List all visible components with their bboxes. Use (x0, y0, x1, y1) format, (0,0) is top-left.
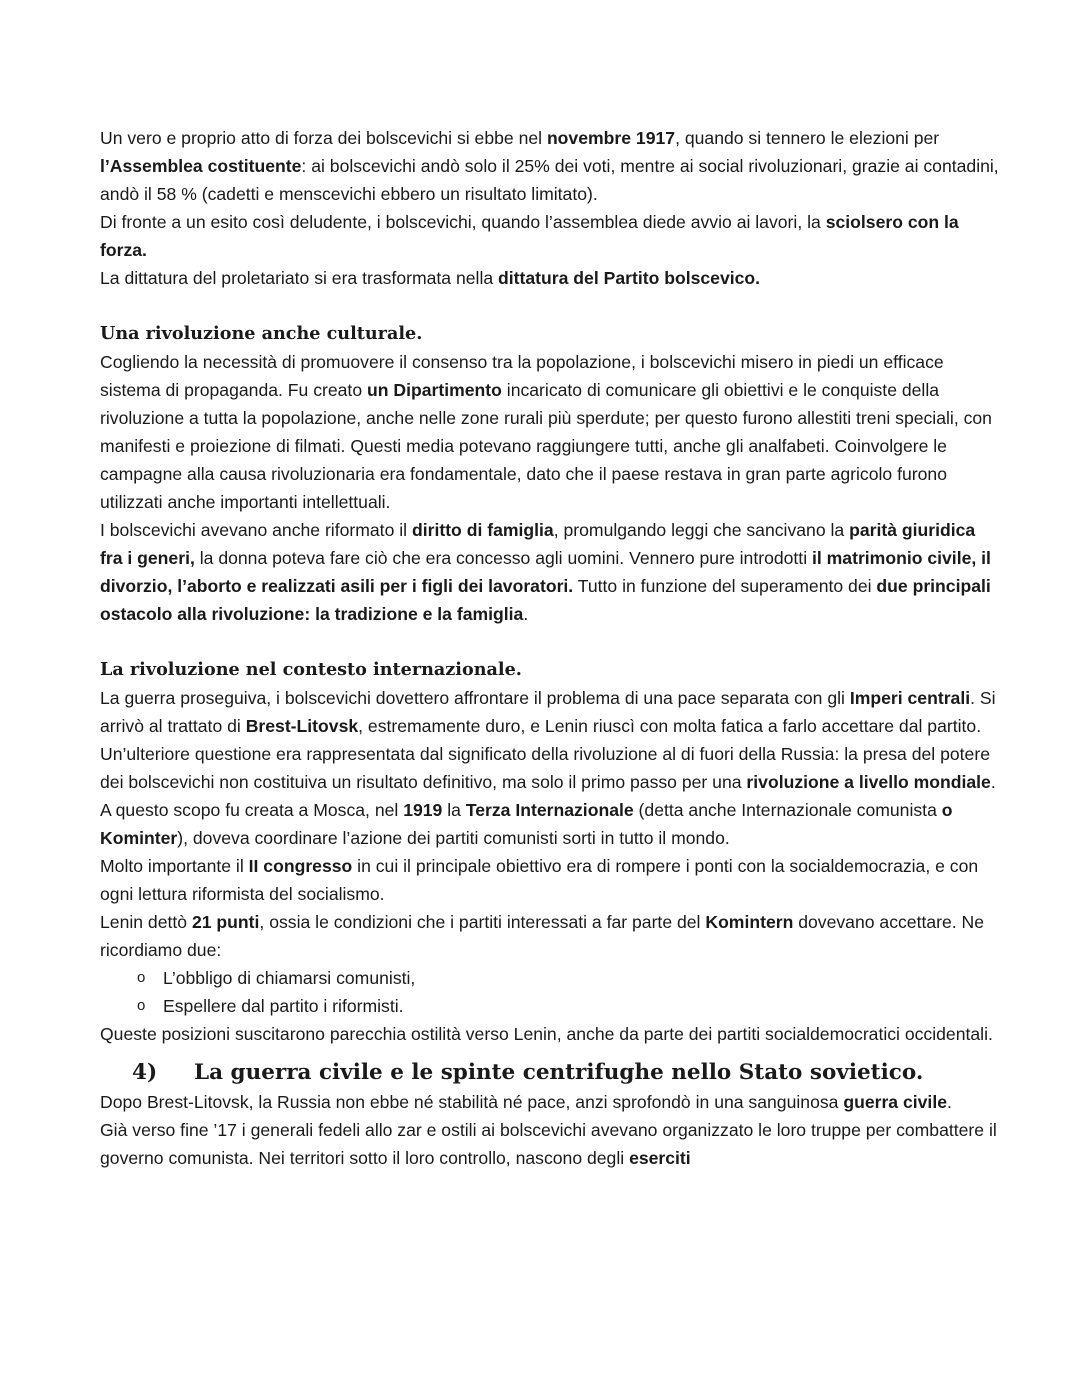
section-title-text: La guerra civile e le spinte centrifughe nello Stato sovietico. (194, 1060, 924, 1085)
heading-rivoluzione-culturale: Una rivoluzione anche culturale. (100, 323, 423, 344)
paragraph-scioglimento: Di fronte a un esito così deludente, i bolscevichi, quando l’assemblea diede avvio ai lavori, la sciolsero con la forza. (100, 212, 959, 260)
paragraph-diritto-famiglia: I bolscevichi avevano anche riformato il diritto di famiglia, promulgando leggi che sancivano la parità giuridica fra i generi, la donna poteva fare ciò che era concesso agli uomini. Vennero pure introdotti il matrimonio civile, il divorzio, l’aborto e realizzati asili per i figli dei lavoratori. Tutto in funzione del superamento dei due principali ostacolo alla rivoluzione: la tradizione e la famiglia. (100, 520, 991, 624)
paragraph-assemblea: Un vero e proprio atto di forza dei bolscevichi si ebbe nel novembre 1917, quando si tennero le elezioni per l’Assemblea costituente: ai bolscevichi andò solo il 25% dei voti, mentre ai social rivoluzionari, grazie ai contadini, andò il 58 % (cadetti e menscevichi ebbero un risultato limitato). (100, 128, 999, 204)
spacer (100, 628, 1000, 656)
paragraph-rivoluzione-mondiale: Un’ulteriore questione era rappresentata dal significato della rivoluzione al di fuori della Russia: la presa del potere dei bolscevichi non costituiva un risultato definitivo, ma solo il primo passo per una rivoluzione a livello mondiale. (100, 744, 996, 792)
paragraph-dittatura: La dittatura del proletariato si era trasformata nella dittatura del Partito bolscevico. (100, 268, 761, 288)
paragraph-brest-litovsk: La guerra proseguiva, i bolscevichi dovettero affrontare il problema di una pace separata con gli Imperi centrali. Si arrivò al trattato di Brest-Litovsk, estremamente duro, e Lenin riuscì con molta fatica a farlo accettare dal partito. (100, 688, 996, 736)
paragraph-guerra-civile: Dopo Brest-Litovsk, la Russia non ebbe né stabilità né pace, anzi sprofondò in una sanguinosa guerra civile. (100, 1092, 952, 1112)
paragraph-propaganda: Cogliendo la necessità di promuovere il consenso tra la popolazione, i bolscevichi misero in piedi un efficace sistema di propaganda. Fu creato un Dipartimento incaricato di comunicare gli obiettivi e le conquiste della rivoluzione a tutta la popolazione, anche nelle zone rurali più sperdute; per questo furono allestiti treni speciali, con manifesti e proiezione di filmati. Questi media potevano raggiungere tutti, anche gli analfabeti. Coinvolgere le campagne alla causa rivoluzionaria era fondamentale, dato che il paese restava in gran parte agricolo furono utilizzati anche importanti intellettuali. (100, 352, 992, 512)
document-page (100, 124, 1000, 1172)
heading-contesto-internazionale: La rivoluzione nel contesto internazionale. (100, 659, 522, 680)
bullet-marker: o (137, 969, 146, 986)
paragraph-generali: Già verso fine ’17 i generali fedeli allo zar e ostili ai bolscevichi avevano organizzato le loro truppe per combattere il governo comunista. Nei territori sotto il loro controllo, nascono degli eserciti (100, 1120, 997, 1168)
paragraph-terza-internazionale: A questo scopo fu creata a Mosca, nel 1919 la Terza Internazionale (detta anche Internazionale comunista o Kominter), doveva coordinare l’azione dei partiti comunisti sorti in tutto il mondo. (100, 800, 953, 848)
list-item: o L’obbligo di chiamarsi comunisti, (100, 964, 1000, 992)
section-heading-guerra-civile (100, 1048, 1000, 1088)
paragraph-21-punti: Lenin dettò 21 punti, ossia le condizioni che i partiti interessati a far parte del Komintern dovevano accettare. Ne ricordiamo due: (100, 912, 985, 960)
bullet-marker: o (137, 997, 146, 1014)
section-number: 4) (132, 1060, 158, 1085)
spacer (100, 292, 1000, 320)
paragraph-secondo-congresso: Molto importante il II congresso in cui il principale obiettivo era di rompere i ponti con la socialdemocrazia, e con ogni lettura riformista del socialismo. (100, 856, 979, 904)
list-item: o Espellere dal partito i riformisti. (100, 992, 1000, 1020)
paragraph-ostilita: Queste posizioni suscitarono parecchia ostilità verso Lenin, anche da parte dei partiti socialdemocratici occidentali. (100, 1024, 993, 1044)
conditions-list (100, 964, 1000, 1020)
